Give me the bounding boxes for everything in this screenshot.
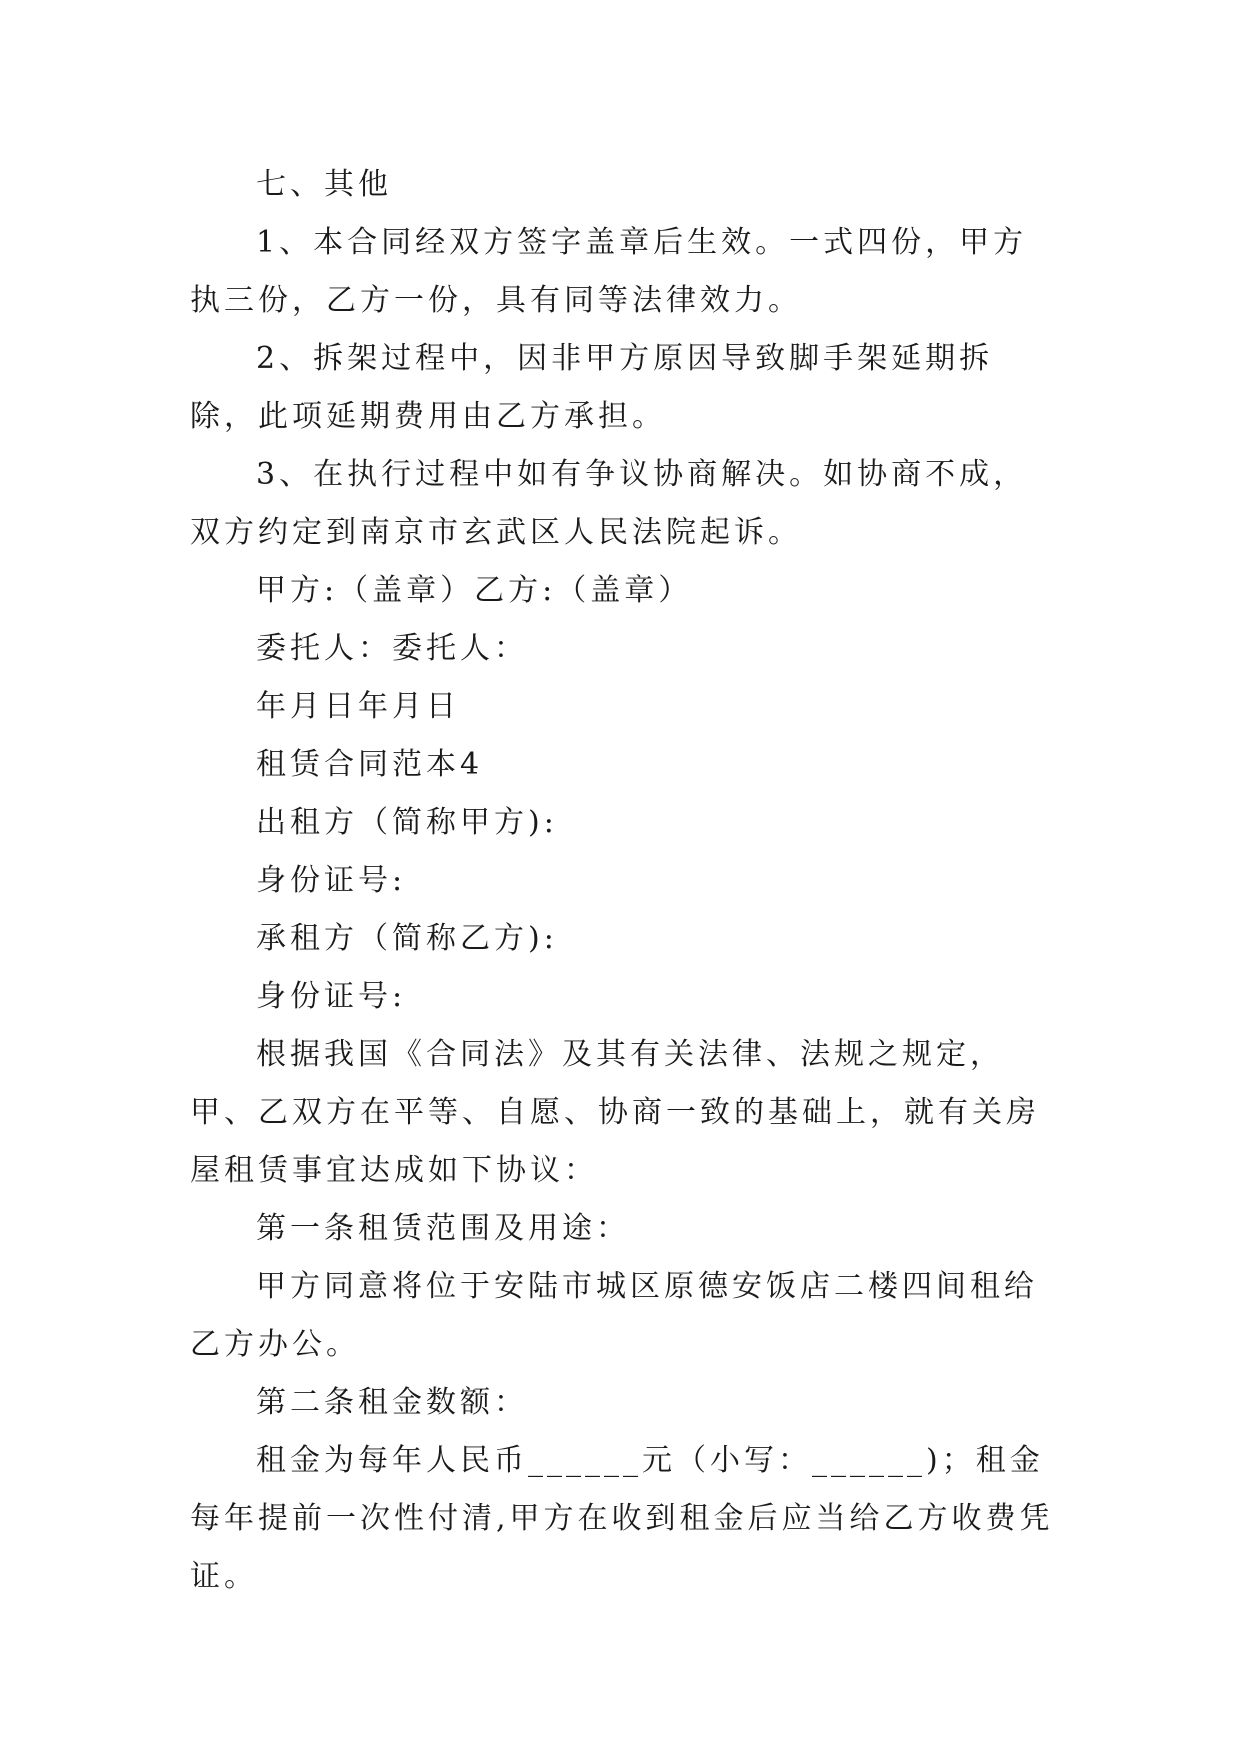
article-2-title: 第二条租金数额： [256,1385,528,1420]
lessee-line: 承租方（简称乙方): [256,921,558,956]
article-2-body: 租金为每年人民币______元（小写：______)；租金每年提前一次性付清,甲方在收到租金后应当给乙方收费凭证。 [190,1443,1054,1594]
lessor-line: 出租方（简称甲方): [256,805,558,840]
lessor-id-line: 身份证号: [256,863,407,898]
clause-effectiveness: 1、本合同经双方签字盖章后生效。一式四份，甲方执三份，乙方一份，具有同等法律效力。 [190,225,1028,318]
document-body [190,156,1060,1606]
date-line: 年月日年月日 [256,689,460,724]
clause-delay-cost: 2、拆架过程中，因非甲方原因导致脚手架延期拆除，此项延期费用由乙方承担。 [190,341,994,434]
lessee-id-line: 身份证号: [256,979,407,1014]
agent-line: 委托人：委托人： [256,631,528,666]
preamble-paragraph: 根据我国《合同法》及其有关法律、法规之规定，甲、乙双方在平等、自愿、协商一致的基础上，就有关房屋租赁事宜达成如下协议： [190,1037,1040,1188]
article-1-body: 甲方同意将位于安陆市城区原德安饭店二楼四间租给乙方办公。 [190,1269,1038,1362]
seal-line: 甲方:（盖章）乙方:（盖章） [256,573,693,608]
contract-title: 租赁合同范本4 [256,747,484,782]
clause-dispute: 3、在执行过程中如有争议协商解决。如协商不成，双方约定到南京市玄武区人民法院起诉。 [190,457,1028,550]
article-1-title: 第一条租赁范围及用途： [256,1211,630,1246]
section-heading-other: 七、其他 [256,167,392,202]
